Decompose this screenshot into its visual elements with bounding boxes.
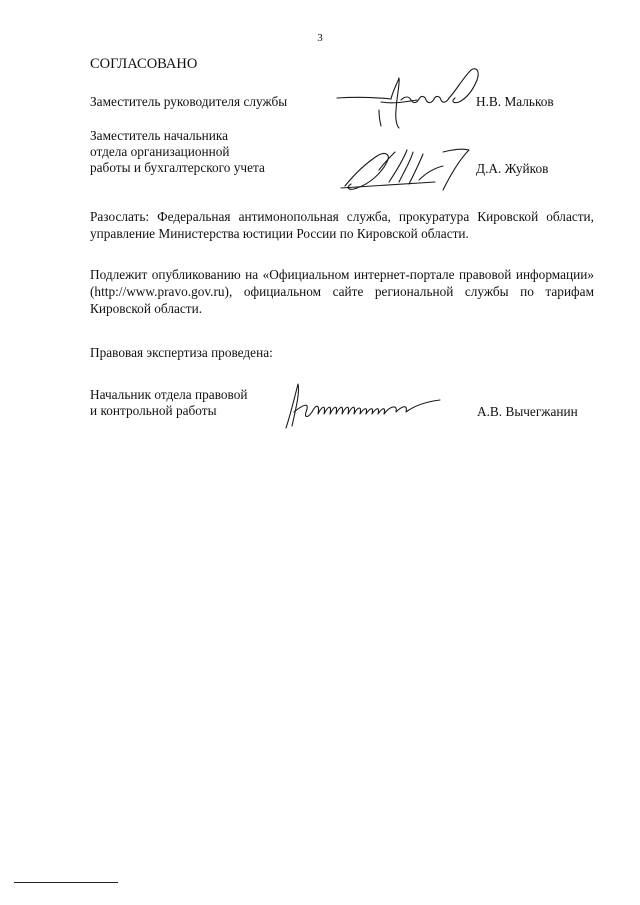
publication-text: Подлежит опубликованию на «Официальном интернет-портале правовой информации» (http://www.pravo.gov.ru), официальном сайте региональной службы по тарифам Кировской области. [90, 267, 594, 316]
approver-2-position-line-2: отдела организационной [90, 144, 230, 159]
approval-heading: СОГЛАСОВАНО [90, 56, 198, 72]
signature-2-icon [339, 142, 471, 194]
approver-2-position-line-1: Заместитель начальника [90, 128, 229, 143]
legal-review-label: Правовая экспертиза проведена: [90, 345, 273, 360]
page-number: 3 [317, 32, 323, 44]
approver-1-position: Заместитель руководителя службы [90, 94, 288, 109]
legal-review-name: А.В. Вычегжанин [477, 404, 578, 419]
approver-1-name: Н.В. Мальков [476, 94, 554, 109]
approver-2-name: Д.А. Жуйков [476, 161, 549, 176]
legal-review-position-line-2: и контрольной работы [90, 403, 217, 418]
distribution-text: Разослать: Федеральная антимонопольная служба, прокуратура Кировской области, управление Министерства юстиции России по Кировской области. [90, 209, 594, 241]
footer-divider [14, 882, 118, 883]
approver-2-position-line-3: работы и бухгалтерского учета [90, 160, 265, 175]
signature-1-icon [333, 66, 483, 130]
signature-3-icon [280, 382, 444, 430]
legal-review-position-line-1: Начальник отдела правовой [90, 387, 248, 402]
